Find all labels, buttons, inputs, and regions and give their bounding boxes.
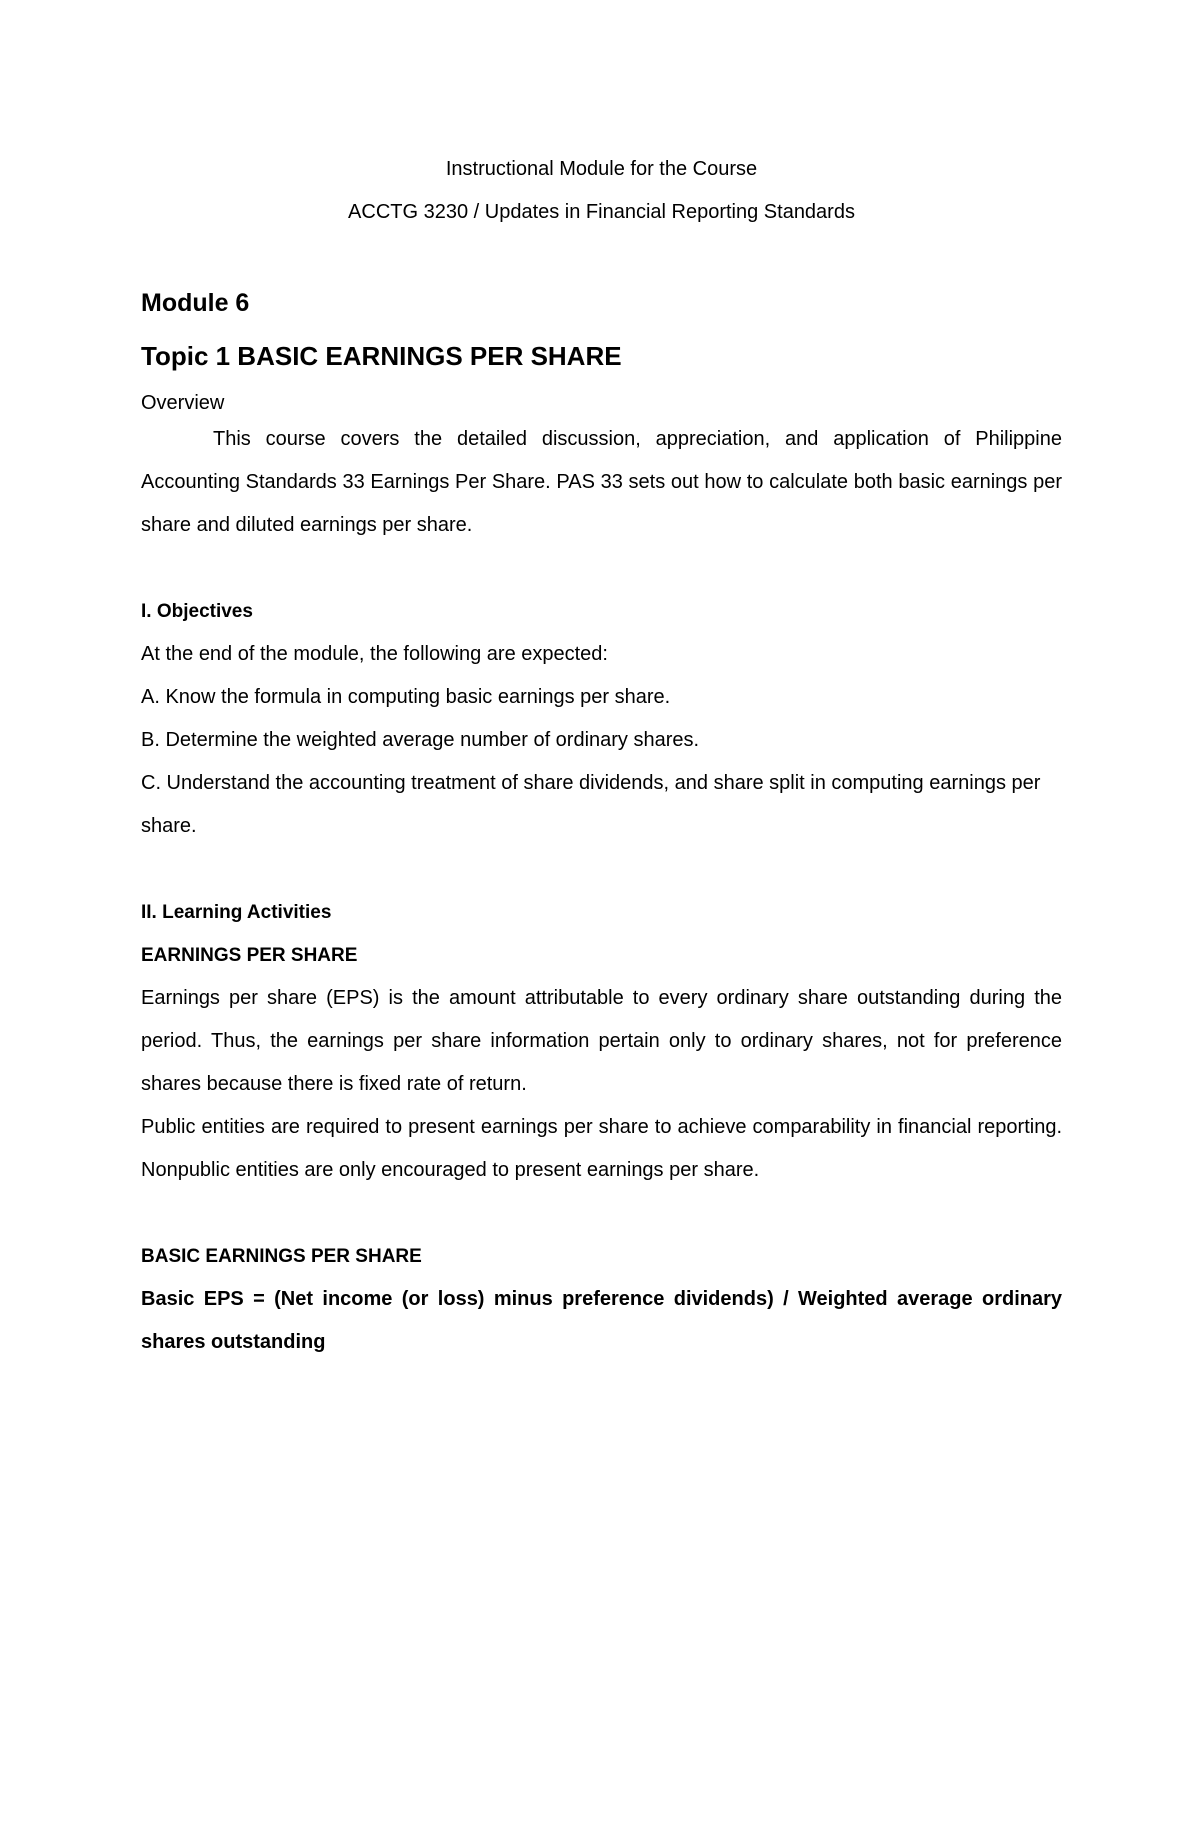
- objectives-list: [141, 676, 1062, 848]
- objective-item: B. Determine the weighted average number of ordinary shares.: [141, 729, 700, 751]
- document-header: [141, 0, 1062, 234]
- overview-label: Overview: [141, 392, 225, 414]
- topic-title: Topic 1 BASIC EARNINGS PER SHARE: [141, 341, 622, 371]
- objective-item: C. Understand the accounting treatment of share dividends, and share split in computing earnings per share.: [141, 772, 1041, 837]
- module-title: Module 6: [141, 289, 250, 317]
- objectives-intro: At the end of the module, the following are expected:: [141, 643, 608, 665]
- learning-activities-heading: II. Learning Activities: [141, 902, 332, 923]
- objective-item: A. Know the formula in computing basic earnings per share.: [141, 686, 671, 708]
- header-course-code-line: ACCTG 3230 / Updates in Financial Reporting Standards: [348, 201, 855, 223]
- learning-activities-section: [141, 891, 1062, 1192]
- eps-requirement-paragraph: Public entities are required to present earnings per share to achieve comparability in financial reporting. Nonpublic entities are only encouraged to present earnings per share.: [141, 1116, 1062, 1181]
- objectives-section: [141, 590, 1062, 848]
- basic-eps-heading: BASIC EARNINGS PER SHARE: [141, 1246, 422, 1267]
- eps-subheading: EARNINGS PER SHARE: [141, 945, 358, 966]
- basic-eps-section: [141, 1235, 1062, 1364]
- overview-paragraph: This course covers the detailed discussion, appreciation, and application of Philippine Accounting Standards 33 Earnings Per Share. PAS 33 sets out how to calculate both basic earnings per share and diluted earnings per share.: [141, 428, 1062, 536]
- eps-definition-paragraph: Earnings per share (EPS) is the amount attributable to every ordinary share outstanding during the period. Thus, the earnings per share information pertain only to ordinary shares, not for preference shares because there is fixed rate of return.: [141, 987, 1062, 1095]
- basic-eps-formula: Basic EPS = (Net income (or loss) minus preference dividends) / Weighted average ordinary shares outstanding: [141, 1288, 1062, 1353]
- header-course-line: Instructional Module for the Course: [445, 158, 758, 180]
- objectives-heading: I. Objectives: [141, 601, 253, 622]
